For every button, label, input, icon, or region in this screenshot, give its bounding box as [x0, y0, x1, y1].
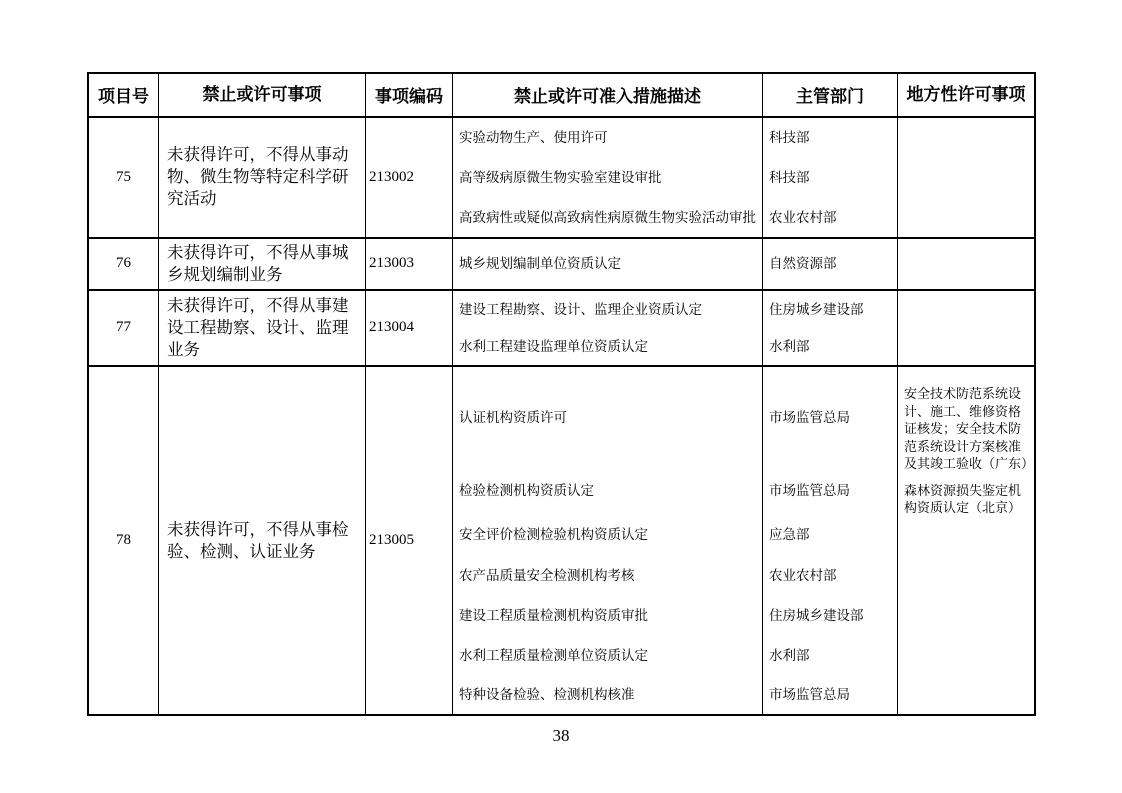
item-text: 未获得许可，不得从事城乡规划编制业务	[159, 239, 366, 289]
item-text: 未获得许可，不得从事动物、微生物等特定科学研究活动	[159, 118, 366, 237]
department: 水利部	[769, 339, 810, 355]
department: 自然资源部	[769, 256, 837, 272]
item-code: 213004	[366, 291, 453, 366]
header-local-permit: 地方性许可事项	[906, 85, 1026, 105]
department: 市场监管总局	[769, 687, 850, 703]
local-permit-cell	[898, 239, 1034, 289]
measure-desc: 认证机构资质许可	[459, 410, 567, 426]
department: 水利部	[769, 647, 810, 663]
header-department: 主管部门	[763, 74, 898, 116]
measure-desc: 城乡规划编制单位资质认定	[459, 256, 621, 272]
table-row	[89, 289, 1034, 366]
table-row	[89, 365, 1034, 714]
permit-table	[87, 72, 1036, 716]
department: 市场监管总局	[769, 483, 850, 499]
department: 应急部	[769, 526, 810, 542]
header-measure-desc: 禁止或许可准入措施描述	[453, 74, 763, 116]
department-list	[763, 118, 898, 237]
local-permit-text: 森林资源损失鉴定机构资质认定（北京）	[904, 482, 1022, 516]
measure-desc: 农产品质量安全检测机构考核	[459, 567, 635, 583]
local-permit-text: 安全技术防范系统设计、施工、维修资格证核发；安全技术防范系统设计方案核准及其竣工验收（广东）	[904, 386, 1034, 472]
project-number: 77	[89, 291, 159, 366]
department: 住房城乡建设部	[769, 301, 864, 317]
measure-desc: 水利工程质量检测单位资质认定	[459, 647, 648, 663]
measure-desc: 特种设备检验、检测机构核准	[459, 687, 635, 703]
department-list	[763, 239, 898, 289]
table-row	[89, 116, 1034, 237]
page-number: 38	[552, 726, 570, 745]
item-text: 未获得许可，不得从事建设工程勘察、设计、监理业务	[159, 291, 366, 366]
measure-desc: 高等级病原微生物实验室建设审批	[459, 169, 662, 185]
department: 科技部	[769, 130, 810, 146]
department: 住房城乡建设部	[769, 607, 864, 623]
header-item: 禁止或许可事项	[159, 74, 366, 116]
item-code: 213005	[366, 367, 453, 714]
local-permit-cell	[898, 367, 1034, 714]
measure-desc: 检验检测机构资质认定	[459, 483, 594, 499]
measure-desc: 水利工程建设监理单位资质认定	[459, 339, 648, 355]
table-header-row	[89, 74, 1034, 116]
table-row	[89, 237, 1034, 289]
measure-desc: 高致病性或疑似高致病性病原微生物实验活动审批	[459, 209, 756, 225]
department: 农业农村部	[769, 209, 837, 225]
measure-desc-list	[453, 239, 763, 289]
project-number: 75	[89, 118, 159, 237]
measure-desc-list	[453, 291, 763, 366]
department: 市场监管总局	[769, 410, 850, 426]
local-permit-cell	[898, 118, 1034, 237]
measure-desc: 实验动物生产、使用许可	[459, 130, 608, 146]
item-code: 213003	[366, 239, 453, 289]
measure-desc: 建设工程质量检测机构资质审批	[459, 607, 648, 623]
measure-desc-list	[453, 118, 763, 237]
measure-desc-list	[453, 367, 763, 714]
measure-desc: 建设工程勘察、设计、监理企业资质认定	[459, 301, 702, 317]
department-list	[763, 291, 898, 366]
project-number: 76	[89, 239, 159, 289]
header-project-number: 项目号	[89, 74, 159, 116]
measure-desc: 安全评价检测检验机构资质认定	[459, 526, 648, 542]
project-number: 78	[89, 367, 159, 714]
item-text: 未获得许可，不得从事检验、检测、认证业务	[159, 367, 366, 714]
department: 农业农村部	[769, 567, 837, 583]
item-code: 213002	[366, 118, 453, 237]
local-permit-cell	[898, 291, 1034, 366]
department: 科技部	[769, 169, 810, 185]
department-list	[763, 367, 898, 714]
header-code: 事项编码	[366, 74, 453, 116]
